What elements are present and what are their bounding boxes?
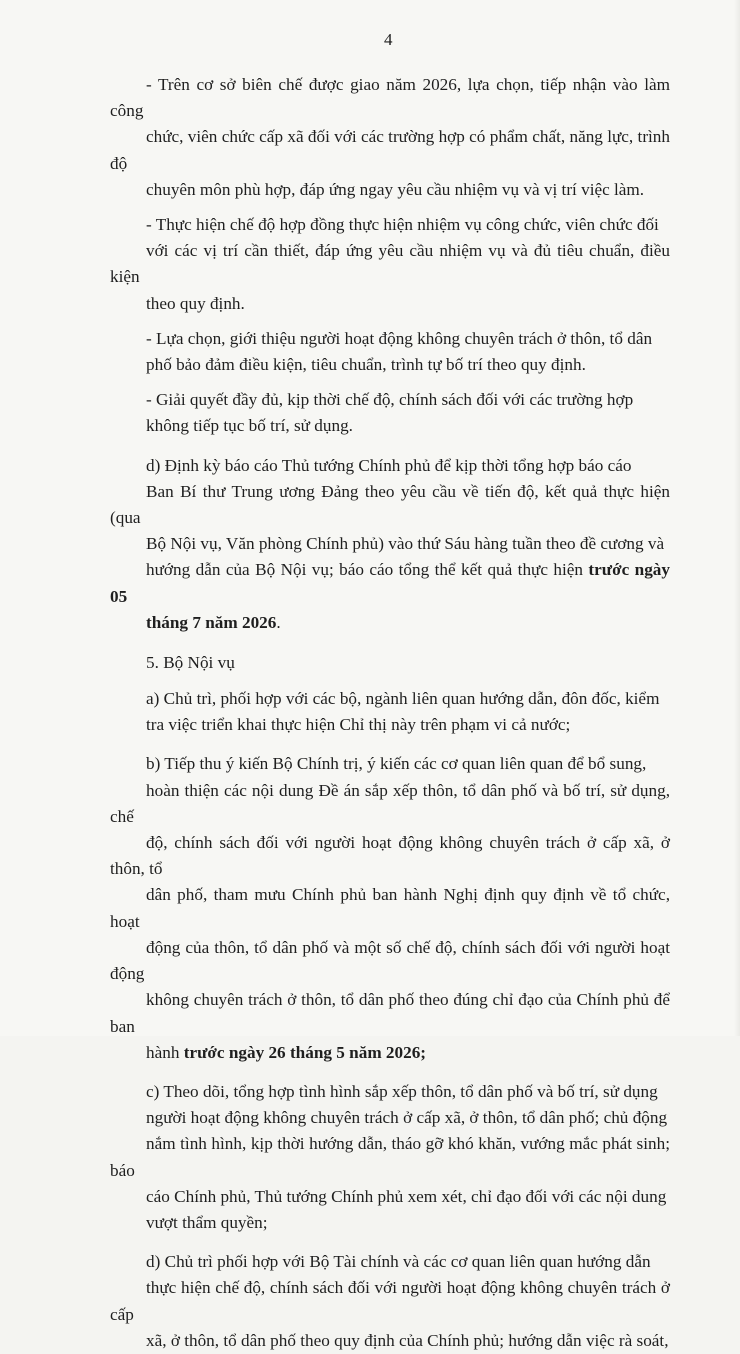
text-line: chuyên môn phù hợp, đáp ứng ngay yêu cầu nhiệm vụ và vị trí việc làm. — [146, 179, 645, 199]
text-line: d) Định kỳ báo cáo Thủ tướng Chính phủ để kịp thời tổng hợp báo cáo — [146, 455, 632, 475]
text-line: Bộ Nội vụ, Văn phòng Chính phủ) vào thứ Sáu hàng tuần theo đề cương và — [146, 534, 665, 554]
paragraph-recruitment — [110, 72, 670, 203]
paragraph-policy — [110, 387, 670, 439]
text-line: nắm tình hình, kịp thời hướng dẫn, tháo gỡ khó khăn, vướng mắc phát sinh; báo — [110, 1134, 670, 1180]
text-line: không tiếp tục bố trí, sử dụng. — [146, 416, 353, 436]
text-line: thực hiện chế độ, chính sách đối với người hoạt động không chuyên trách ở cấp — [110, 1278, 670, 1324]
text-run: . — [276, 612, 281, 632]
text-line: người hoạt động không chuyên trách ở cấp xã, ở thôn, tổ dân phố; chủ động — [146, 1108, 668, 1128]
text-line: b) Tiếp thu ý kiến Bộ Chính trị, ý kiến các cơ quan liên quan để bổ sung, — [146, 754, 647, 774]
text-line: - Thực hiện chế độ hợp đồng thực hiện nhiệm vụ công chức, viên chức đối — [146, 215, 659, 235]
text-line: động của thôn, tổ dân phố và một số chế độ, chính sách đối với người hoạt động — [110, 937, 670, 984]
text-line: tra việc triển khai thực hiện Chỉ thị này trên phạm vi cả nước; — [146, 715, 571, 735]
text-line: c) Theo dõi, tổng hợp tình hình sắp xếp thôn, tổ dân phố và bố trí, sử dụng — [146, 1081, 658, 1101]
deadline-text: trước ngày 05 — [110, 560, 670, 606]
paragraph-contract — [110, 212, 670, 317]
text-line: theo quy định. — [146, 293, 245, 313]
section-heading: 5. Bộ Nội vụ — [146, 653, 235, 673]
text-line: độ, chính sách đối với người hoạt động không chuyên trách ở cấp xã, ở thôn, tổ — [110, 833, 670, 879]
text-line: cáo Chính phủ, Thủ tướng Chính phủ xem xét, chỉ đạo đối với các nội dung — [146, 1186, 667, 1206]
text-line: với các vị trí cần thiết, đáp ứng yêu cầu nhiệm vụ và đủ tiêu chuẩn, điều kiện — [110, 241, 670, 287]
text-line: phố bảo đảm điều kiện, tiêu chuẩn, trình tự bố trí theo quy định. — [146, 355, 586, 375]
item-c — [110, 1079, 670, 1236]
page-edge-shadow — [734, 0, 740, 1036]
page-number: 4 — [384, 30, 393, 49]
item-b — [110, 751, 670, 1065]
text-line: không chuyên trách ở thôn, tổ dân phố theo đúng chỉ đạo của Chính phủ để ban — [110, 990, 670, 1036]
text-line: a) Chủ trì, phối hợp với các bộ, ngành liên quan hướng dẫn, đôn đốc, kiểm — [146, 689, 660, 709]
text-line: - Trên cơ sở biên chế được giao năm 2026, lựa chọn, tiếp nhận vào làm công — [110, 75, 670, 121]
text-line: xã, ở thôn, tổ dân phố theo quy định của Chính phủ; hướng dẫn việc rà soát, — [146, 1330, 669, 1350]
text-line — [110, 610, 670, 636]
text-line: chức, viên chức cấp xã đối với các trường hợp có phẩm chất, năng lực, trình độ — [110, 127, 670, 173]
text-line: dân phố, tham mưu Chính phủ ban hành Nghị định quy định về tổ chức, hoạt — [110, 885, 670, 931]
text-line — [110, 1040, 670, 1066]
text-line: - Lựa chọn, giới thiệu người hoạt động không chuyên trách ở thôn, tổ dân — [146, 328, 653, 348]
document-body — [110, 72, 670, 1354]
item-d — [110, 1249, 670, 1354]
text-line: - Giải quyết đầy đủ, kịp thời chế độ, chính sách đối với các trường hợp — [146, 390, 634, 410]
text-line: hoàn thiện các nội dung Đề án sắp xếp thôn, tổ dân phố và bố trí, sử dụng, chế — [110, 780, 670, 826]
text-run: hướng dẫn của Bộ Nội vụ; báo cáo tổng thể kết quả thực hiện — [146, 560, 589, 580]
text-line: d) Chủ trì phối hợp với Bộ Tài chính và các cơ quan liên quan hướng dẫn — [146, 1252, 651, 1272]
item-a — [110, 686, 670, 738]
text-line: Ban Bí thư Trung ương Đảng theo yêu cầu về tiến độ, kết quả thực hiện (qua — [110, 481, 670, 528]
deadline-text: tháng 7 năm 2026 — [146, 612, 277, 632]
paragraph-reporting — [110, 453, 670, 636]
text-line — [110, 557, 670, 609]
paragraph-selection — [110, 326, 670, 378]
text-run: hành — [146, 1042, 184, 1062]
text-line: vượt thẩm quyền; — [146, 1212, 268, 1232]
deadline-text: trước ngày 26 tháng 5 năm 2026; — [183, 1042, 427, 1062]
